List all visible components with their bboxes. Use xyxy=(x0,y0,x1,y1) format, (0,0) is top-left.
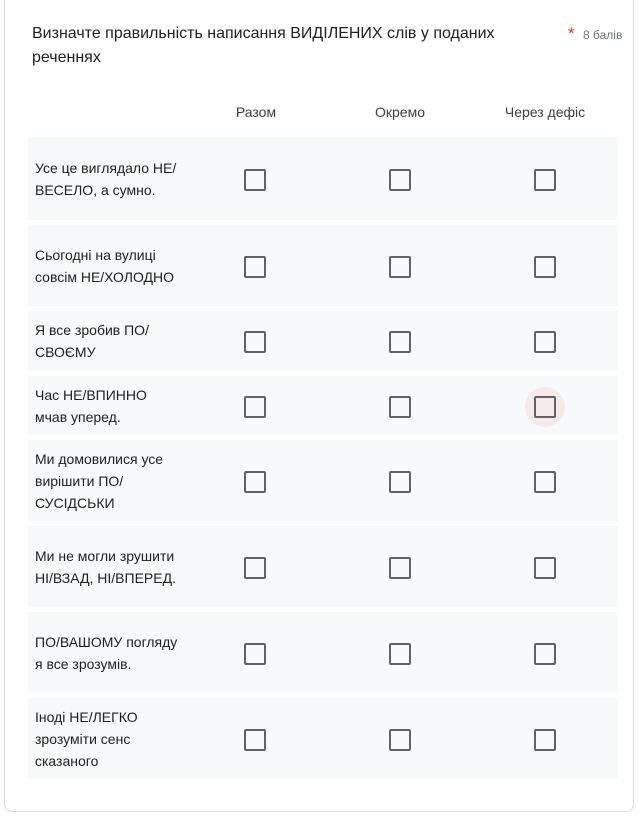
grid-row xyxy=(28,376,618,435)
row-label: ПО/ВАШОМУ погляду я все зрозумів. xyxy=(35,633,178,672)
required-asterisk: * xyxy=(568,24,575,43)
checkbox-hyphen[interactable] xyxy=(534,396,556,418)
checkbox-hyphen[interactable] xyxy=(534,643,556,665)
grid-row xyxy=(28,225,618,306)
column-header-hyphen: Через дефіс xyxy=(504,104,586,120)
grid-row xyxy=(28,526,618,607)
grid-row xyxy=(28,612,618,693)
checkbox-together[interactable] xyxy=(244,396,266,418)
checkbox-separately[interactable] xyxy=(389,256,411,278)
checkbox-hyphen[interactable] xyxy=(534,471,556,493)
checkbox-separately[interactable] xyxy=(389,643,411,665)
checkbox-hyphen[interactable] xyxy=(534,331,556,353)
row-label: Я все зробив ПО/СВОЄМУ xyxy=(35,322,149,360)
grid-row xyxy=(28,137,618,220)
checkbox-together[interactable] xyxy=(244,557,266,579)
checkbox-separately[interactable] xyxy=(389,557,411,579)
checkbox-together[interactable] xyxy=(244,169,266,191)
row-label: Час НЕ/ВПИННО мчав уперед. xyxy=(35,386,147,425)
points-label: 8 балів xyxy=(583,28,623,42)
row-label: Іноді НЕ/ЛЕГКО зрозуміти сенс сказаного xyxy=(35,708,138,769)
row-label: Ми домовилися усе вирішити ПО/СУСІДСЬКИ xyxy=(35,450,164,511)
checkbox-together[interactable] xyxy=(244,331,266,353)
checkbox-hyphen[interactable] xyxy=(534,256,556,278)
checkbox-separately[interactable] xyxy=(389,169,411,191)
checkbox-together[interactable] xyxy=(244,256,266,278)
question-title: Визначте правильність написання ВИДІЛЕНИХ слів у поданих реченнях xyxy=(32,25,495,66)
checkbox-together[interactable] xyxy=(244,729,266,751)
checkbox-separately[interactable] xyxy=(389,471,411,493)
row-label: Усе це виглядало НЕ/ВЕСЕЛО, а сумно. xyxy=(35,159,177,198)
checkbox-separately[interactable] xyxy=(389,331,411,353)
column-header-separately: Окремо xyxy=(375,104,425,120)
row-label: Ми не могли зрушити НІ/ВЗАД, НІ/ВПЕРЕД. xyxy=(35,547,176,586)
checkbox-together[interactable] xyxy=(244,643,266,665)
grid-row xyxy=(28,311,618,371)
grid-row xyxy=(28,698,618,779)
grid-row xyxy=(28,440,618,521)
checkbox-grid xyxy=(28,137,618,784)
row-label: Сьогодні на вулиці совсім НЕ/ХОЛОДНО xyxy=(35,246,175,285)
checkbox-separately[interactable] xyxy=(389,729,411,751)
checkbox-separately[interactable] xyxy=(389,396,411,418)
column-header-together: Разом xyxy=(235,104,277,120)
checkbox-hyphen[interactable] xyxy=(534,729,556,751)
checkbox-hyphen[interactable] xyxy=(534,557,556,579)
checkbox-together[interactable] xyxy=(244,471,266,493)
checkbox-hyphen[interactable] xyxy=(534,169,556,191)
